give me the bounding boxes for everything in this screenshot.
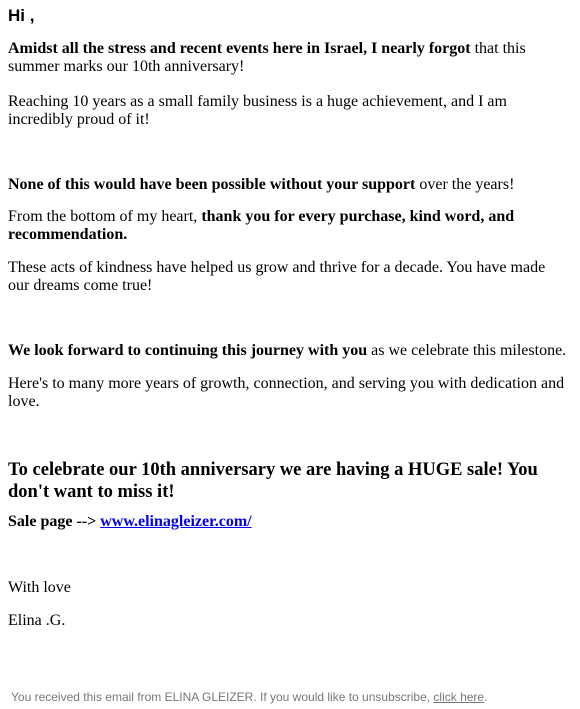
thanks-prefix: From the bottom of my heart,	[8, 208, 202, 225]
sale-label: Sale page -->	[8, 513, 101, 530]
support-text: over the years!	[415, 176, 515, 193]
kindness-paragraph: These acts of kindness have helped us grow and thrive for a decade. You have made our dreams come true!	[8, 259, 546, 294]
achievement-paragraph: Reaching 10 years as a small family business is a huge achievement, and I am incredibly proud of it!	[8, 93, 507, 128]
footer-end: .	[484, 690, 488, 704]
journey-paragraph	[8, 342, 570, 360]
thanks-paragraph	[8, 208, 570, 244]
greeting: Hi ,	[8, 6, 35, 25]
thanks-bold-text: thank you for every purchase, kind word, and recommendation.	[8, 208, 515, 243]
unsubscribe-link[interactable]: click here	[433, 690, 485, 704]
support-paragraph	[8, 176, 570, 194]
sale-headline: To celebrate our 10th anniversary we are having a HUGE sale! You don't want to miss it!	[8, 460, 538, 502]
intro-bold-text: Amidst all the stress and recent events here in Israel, I nearly forgot	[8, 40, 471, 57]
intro-paragraph	[8, 40, 570, 76]
journey-text: as we celebrate this milestone.	[367, 342, 567, 359]
signature: Elina .G.	[8, 612, 66, 629]
footer-text: You received this email from ELINA GLEIZER. If you would like to unsubscribe,	[11, 690, 434, 704]
support-bold-text: None of this would have been possible without your support	[8, 176, 416, 193]
journey-bold-text: We look forward to continuing this journey with you	[8, 342, 368, 359]
sale-page-link[interactable]: www.elinagleizer.com/	[100, 513, 252, 530]
sale-line	[8, 513, 570, 531]
signoff: With love	[8, 579, 71, 596]
intro-text: that this summer marks our 10th anniversary!	[8, 40, 526, 75]
footer-notice	[11, 690, 487, 704]
future-paragraph: Here's to many more years of growth, connection, and serving you with dedication and love.	[8, 375, 565, 410]
